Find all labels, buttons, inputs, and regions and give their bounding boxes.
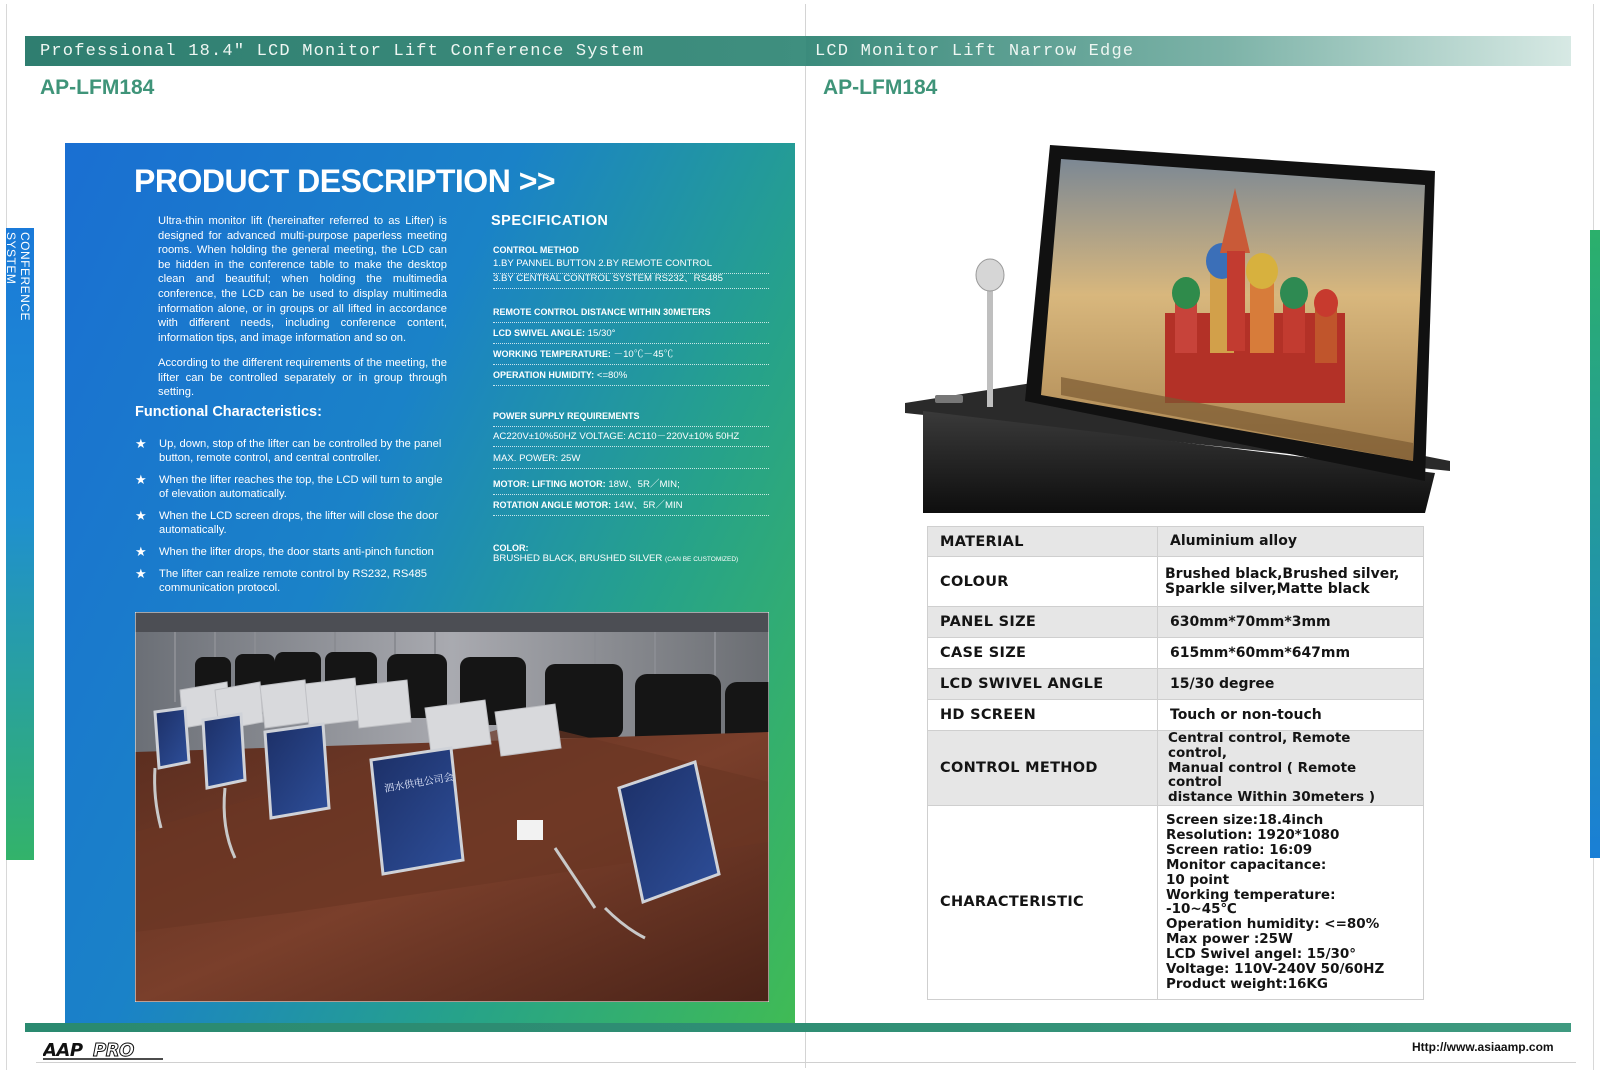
table-label: PANEL SIZE	[928, 607, 1158, 638]
spec-rotation-motor: ROTATION ANGLE MOTOR: 14W、5R／MIN	[493, 498, 769, 516]
description-paragraph-1: Ultra-thin monitor lift (hereinafter referred to as Lifter) is designed for advanced multi-purpose paperless meeting rooms. When holding the general meeting, the LCD can be hidden in the conference table to make the desktop clean and beautiful; when holding the multimedia conference, the LCD can be used to display multimedia information alone, or in groups or all lifted in accordance with different needs, including conference content, information tips, and image information and so on.	[158, 215, 447, 344]
table-label: HD SCREEN	[928, 700, 1158, 731]
table-label: LCD SWIVEL ANGLE	[928, 669, 1158, 700]
table-value: 15/30 degree	[1158, 669, 1424, 700]
feature-text: When the lifter reaches the top, the LCD will turn to angle of elevation automatically.	[159, 474, 443, 501]
table-row	[928, 731, 1424, 806]
feature-item	[135, 567, 447, 596]
table-label: CASE SIZE	[928, 638, 1158, 669]
spec-control-method-label: CONTROL METHOD	[493, 245, 579, 255]
table-row	[928, 607, 1424, 638]
specification-table	[927, 526, 1424, 1000]
specification-title: SPECIFICATION	[491, 213, 609, 229]
feature-item	[135, 473, 447, 502]
table-label: CONTROL METHOD	[928, 731, 1158, 806]
spec-swivel-angle: LCD SWIVEL ANGLE: 15/30°	[493, 326, 769, 344]
spec-lifting-motor: MOTOR: LIFTING MOTOR: 18W、5R／MIN;	[493, 477, 769, 495]
table-value: 615mm*60mm*647mm	[1158, 638, 1424, 669]
table-row	[928, 638, 1424, 669]
svg-text:AAP: AAP	[43, 1040, 83, 1060]
star-bullet-icon: ★	[135, 436, 147, 451]
spec-operation-humidity: OPERATION HUMIDITY: <=80%	[493, 368, 769, 386]
feature-text: The lifter can realize remote control by RS232, RS485 communication protocol.	[159, 568, 428, 595]
table-label: MATERIAL	[928, 527, 1158, 557]
spec-power-line2: MAX. POWER: 25W	[493, 452, 769, 469]
description-paragraph-2: According to the different requirements of the meeting, the lifter can be controlled separately or in group through setting.	[158, 357, 447, 399]
star-bullet-icon: ★	[135, 544, 147, 559]
feature-item	[135, 437, 447, 466]
feature-item	[135, 509, 447, 538]
spec-color-value: BRUSHED BLACK, BRUSHED SILVER (CAN BE CUSTOMIZED)	[493, 553, 739, 564]
conference-room-photo	[135, 612, 769, 1002]
table-row	[928, 669, 1424, 700]
monitor-lift-product-image	[905, 143, 1455, 513]
feature-text: Up, down, stop of the lifter can be controlled by the panel button, remote control, and central controller.	[159, 438, 442, 465]
feature-text: When the LCD screen drops, the lifter will close the door automatically.	[159, 510, 439, 537]
table-row	[928, 557, 1424, 607]
product-description-title: PRODUCT DESCRIPTION >>	[134, 163, 556, 199]
side-tab-label: CONFERENCE SYSTEM	[4, 232, 32, 322]
feature-item	[135, 545, 447, 559]
spec-control-method-line1: 1.BY PANNEL BUTTON 2.BY REMOTE CONTROL	[493, 257, 769, 274]
spec-power-supply-label: POWER SUPPLY REQUIREMENTS	[493, 409, 769, 427]
svg-text:PRO: PRO	[93, 1040, 134, 1060]
header-right-title: LCD Monitor Lift Narrow Edge	[815, 42, 1135, 61]
table-value: Aluminium alloy	[1158, 527, 1424, 557]
left-model-number: AP-LFM184	[40, 76, 155, 99]
website-link[interactable]: Http://www.asiaamp.com	[1412, 1040, 1554, 1054]
functional-characteristics-title: Functional Characteristics:	[135, 404, 322, 420]
table-row	[928, 805, 1424, 999]
table-value: Brushed black,Brushed silver, Sparkle silver,Matte black	[1158, 557, 1424, 607]
spec-working-temperature: WORKING TEMPERATURE: －10℃－45℃	[493, 347, 769, 365]
table-label: COLOUR	[928, 557, 1158, 607]
table-label: CHARACTERISTIC	[928, 805, 1158, 999]
star-bullet-icon: ★	[135, 566, 147, 581]
footer-band	[25, 1023, 1571, 1032]
photo-screen-text: 泗水供电公司会	[383, 771, 455, 795]
spec-color-note: (CAN BE CUSTOMIZED)	[665, 556, 739, 563]
header-left-title: Professional 18.4" LCD Monitor Lift Conference System	[40, 42, 645, 61]
star-bullet-icon: ★	[135, 472, 147, 487]
table-row	[928, 700, 1424, 731]
page-fold-divider	[805, 4, 806, 1068]
table-value: Touch or non-touch	[1158, 700, 1424, 731]
spec-remote-distance: REMOTE CONTROL DISTANCE WITHIN 30METERS	[493, 305, 769, 323]
spec-color-label: COLOR:	[493, 543, 529, 553]
table-value: Screen size:18.4inch Resolution: 1920*1080 Screen ratio: 16:09 Monitor capacitance: 10 point Working temperature: -10~45℃ Operation humidity: <=80% Max power :25W LCD Swivel angel: 15/30° Voltage: 110V-240V 50/60HZ Product weight:16KG	[1158, 805, 1424, 999]
star-bullet-icon: ★	[135, 508, 147, 523]
side-tab-right	[1590, 230, 1600, 858]
feature-text: When the lifter drops, the door starts anti-pinch function	[159, 546, 434, 558]
table-value: 630mm*70mm*3mm	[1158, 607, 1424, 638]
bottom-rule	[36, 1062, 1576, 1063]
table-row	[928, 527, 1424, 557]
table-value: Central control, Remote control, Manual control ( Remote control distance Within 30meters )	[1158, 731, 1424, 806]
spec-power-line1: AC220V±10%50HZ VOLTAGE: AC110－220V±10% 50HZ	[493, 430, 769, 447]
spec-control-method-line2: 3.BY CENTRAL CONTROL SYSTEM RS232、RS485	[493, 272, 769, 289]
right-model-number: AP-LFM184	[823, 76, 938, 99]
